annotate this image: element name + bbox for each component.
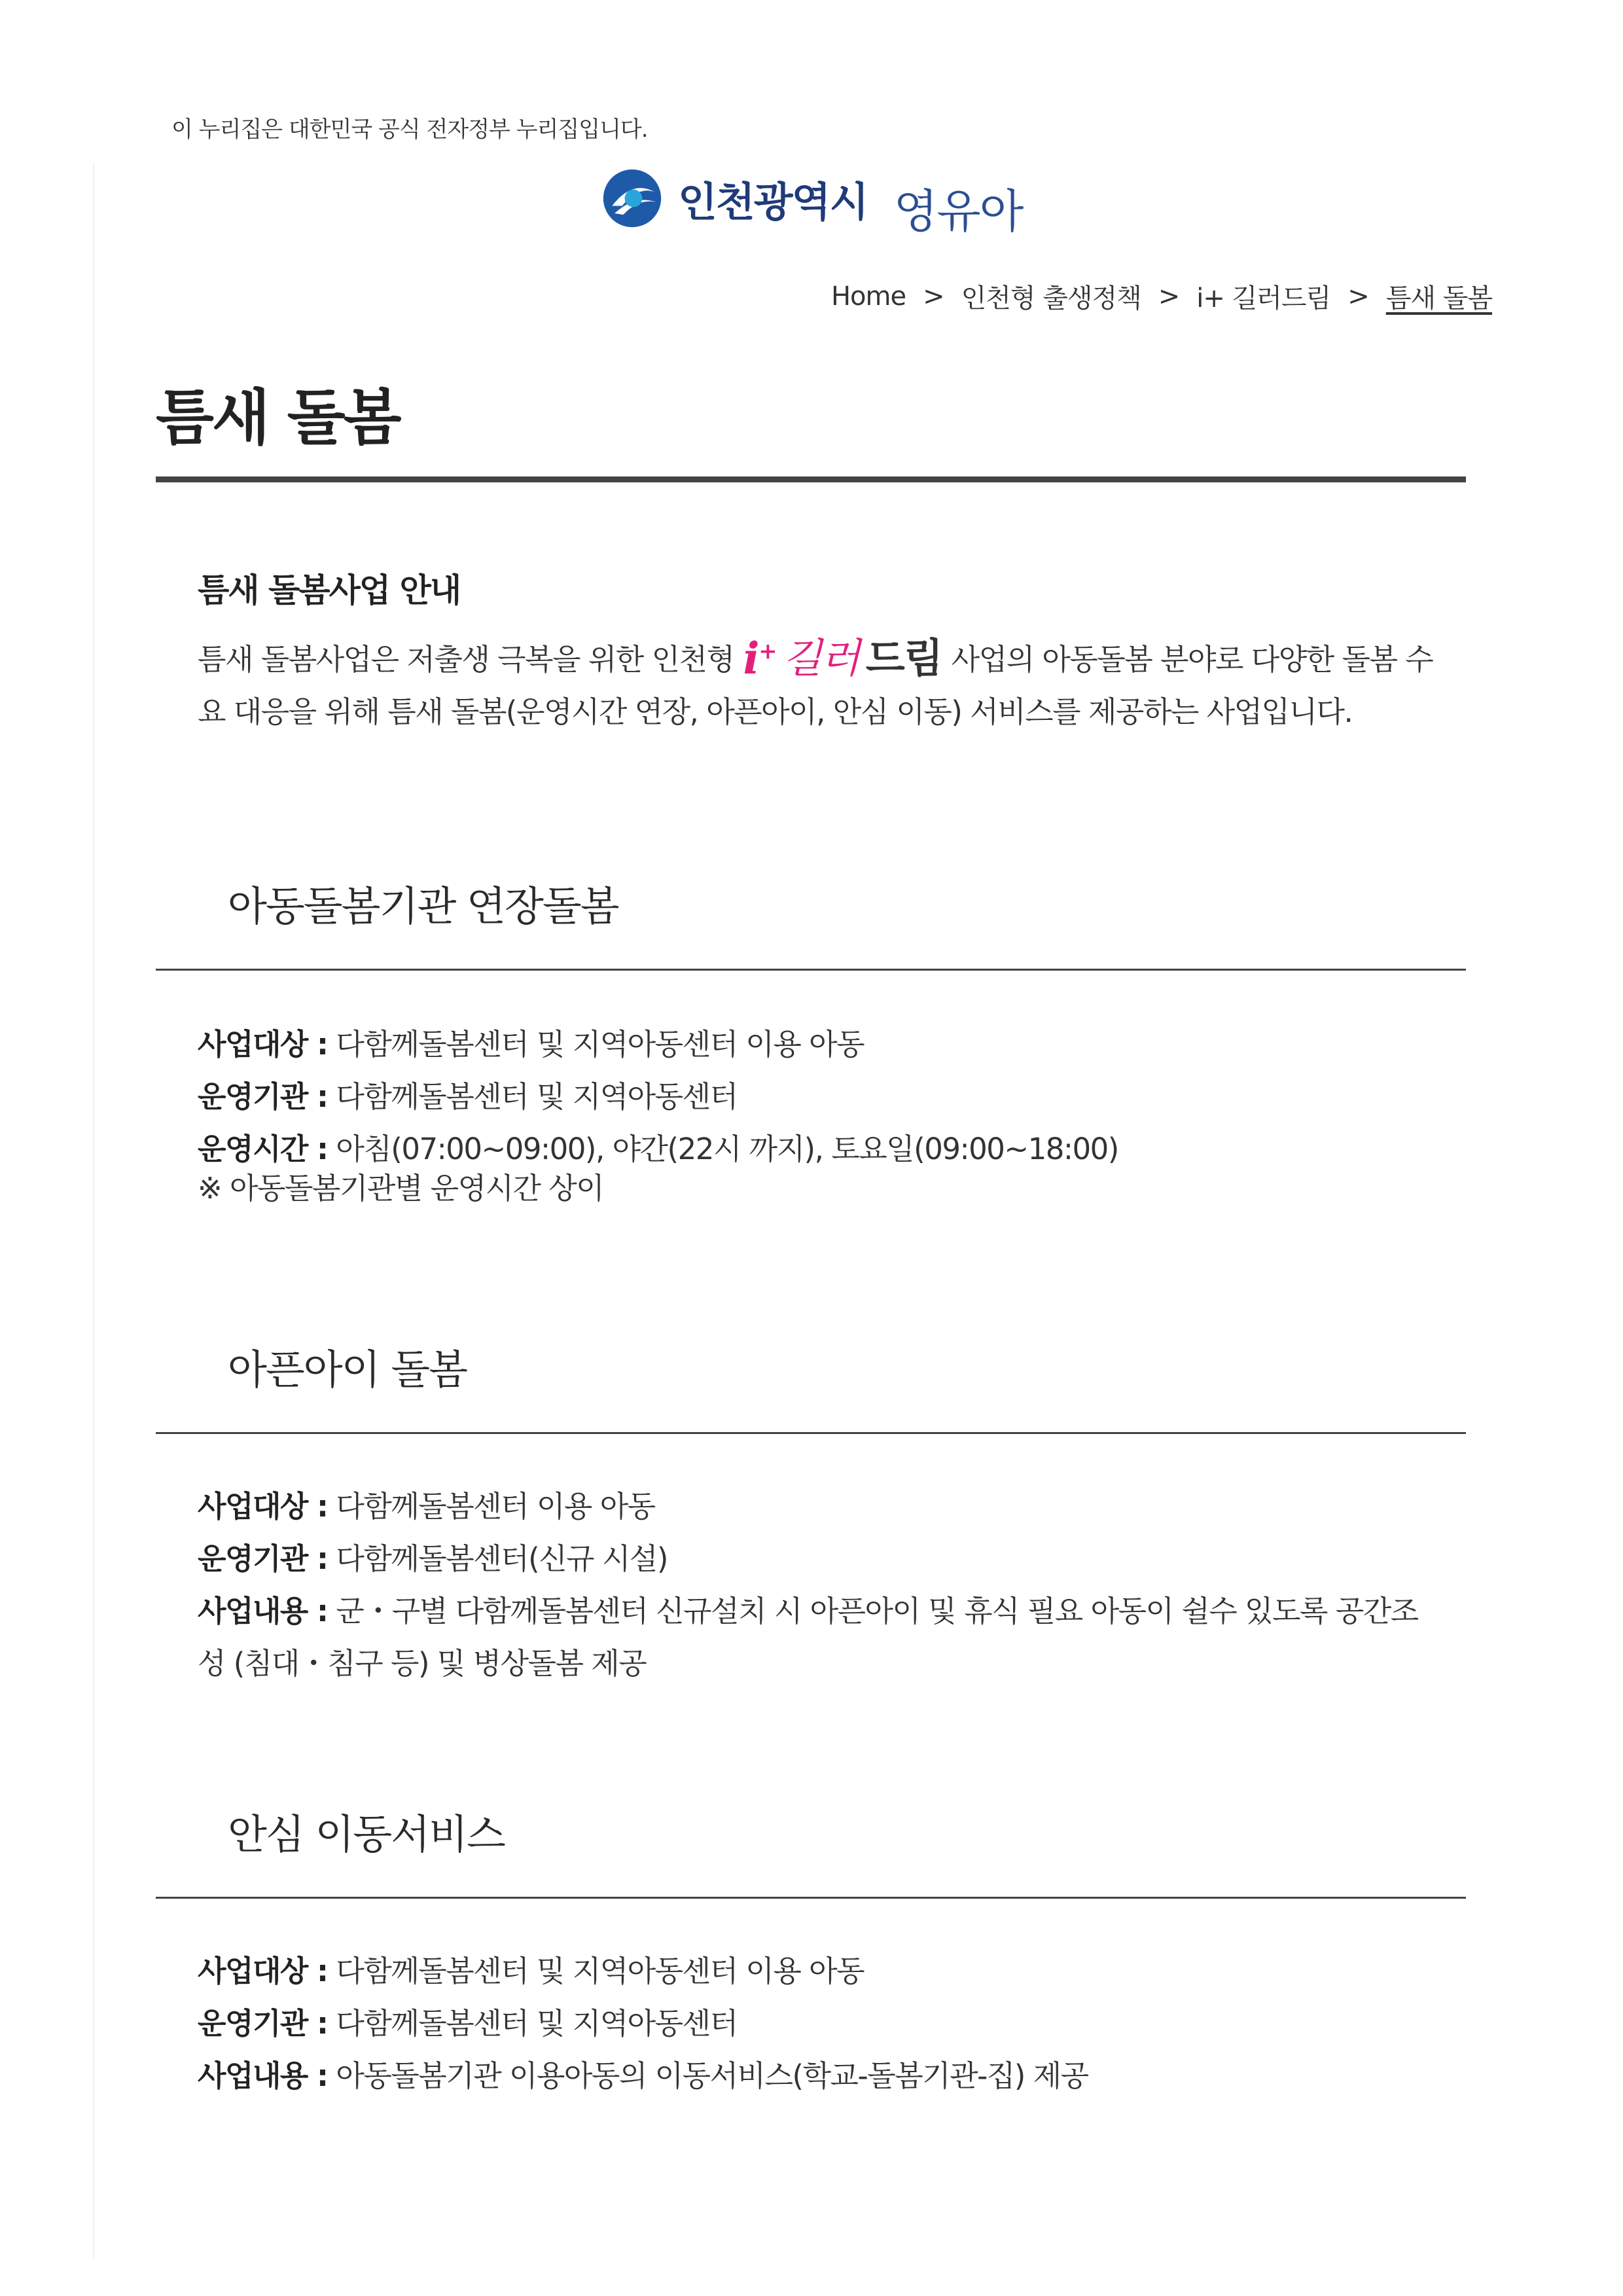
- breadcrumb-current[interactable]: 틈새 돌봄: [1385, 283, 1492, 314]
- info-row-target: 사업대상 : 다함께돌봄센터 이용 아동: [198, 1489, 655, 1524]
- intro-heading: 틈새 돌봄사업 안내: [198, 571, 461, 609]
- title-divider: [156, 476, 1466, 482]
- info-row-hours: 운영시간 : 아침(07:00~09:00), 야간(22시 까지), 토요일(09:00~18:00): [198, 1132, 1118, 1166]
- info-row-operator: 운영기관 : 다함께돌봄센터(신규 시설): [198, 1541, 668, 1576]
- section-info-sick-child-care: [198, 1480, 1441, 1690]
- intro-text: [198, 625, 1441, 738]
- breadcrumb-separator: >: [1347, 281, 1369, 312]
- incheon-logo-icon: [601, 167, 664, 230]
- section-title-sick-child-care: 아픈아이 돌봄: [228, 1346, 467, 1393]
- brand-i: i+: [743, 633, 777, 684]
- info-row-content: 사업내용 : 군・구별 다함께돌봄센터 신규설치 시 아픈아이 및 휴식 필요 아동이 쉴수 있도록 공간조성 (침대・침구 등) 및 병상돌봄 제공: [198, 1594, 1418, 1681]
- breadcrumb-separator: >: [1158, 281, 1180, 312]
- section-divider: [156, 1432, 1466, 1434]
- breadcrumb-home[interactable]: Home: [830, 281, 906, 312]
- page-title: 틈새 돌봄: [156, 383, 400, 453]
- section-divider: [156, 1897, 1466, 1899]
- breadcrumb-gilleo-dream[interactable]: i+ 길러드림: [1196, 283, 1331, 314]
- breadcrumb-birth-policy[interactable]: 인천형 출생정책: [961, 283, 1141, 314]
- gov-notice: 이 누리집은 대한민국 공식 전자정부 누리집입니다.: [171, 117, 648, 143]
- section-info-extended-care: [198, 1018, 1441, 1208]
- info-row-operator: 운영기관 : 다함께돌봄센터 및 지역아동센터: [198, 2006, 738, 2041]
- info-row-content: 사업내용 : 아동돌봄기관 이용아동의 이동서비스(학교-돌봄기관-집) 제공: [198, 2058, 1088, 2093]
- brand-end: 드림: [865, 634, 942, 682]
- info-row-target: 사업대상 : 다함께돌봄센터 및 지역아동센터 이용 아동: [198, 1027, 865, 1062]
- logo-service-name: 영유아: [893, 184, 1023, 238]
- gilleo-dream-brand-logo: [743, 625, 942, 685]
- breadcrumb: [831, 278, 1492, 315]
- section-title-extended-care: 아동돌봄기관 연장돌봄: [228, 882, 618, 930]
- logo-city-name: 인천광역시: [678, 177, 868, 226]
- intro-text-before: 틈새 돌봄사업은 저출생 극복을 위한 인천형: [198, 642, 734, 677]
- info-row-operator: 운영기관 : 다함께돌봄센터 및 지역아동센터: [198, 1079, 738, 1114]
- section-info-safe-transport: [198, 1945, 1441, 2102]
- info-row-target: 사업대상 : 다함께돌봄센터 및 지역아동센터 이용 아동: [198, 1954, 865, 1988]
- scan-margin-line: [93, 164, 94, 2258]
- info-note: ※ 아동돌봄기관별 운영시간 상이: [198, 1171, 604, 1206]
- breadcrumb-separator: >: [923, 281, 944, 312]
- section-title-safe-transport: 안심 이동서비스: [228, 1810, 505, 1858]
- intro-text-after: 사업의 아동돌봄 분야로 다양한 돌봄 수요 대응을 위해 틈새 돌봄(운영시간 연장, 아픈아이, 안심 이동) 서비스를 제공하는 사업입니다.: [198, 642, 1433, 729]
- section-divider: [156, 969, 1466, 971]
- brand-mid: 길러: [783, 634, 859, 682]
- site-logo[interactable]: [601, 162, 1023, 238]
